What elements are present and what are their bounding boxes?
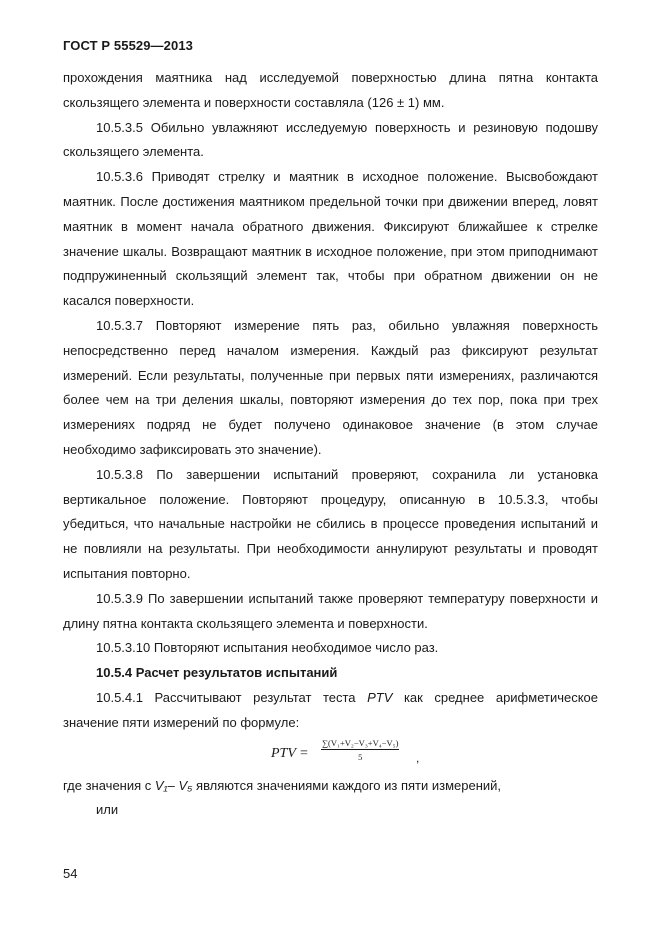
paragraph-10-5-4-1 bbox=[63, 686, 598, 736]
paragraph-10-5-3-5: 10.5.3.5 Обильно увлажняют исследуемую поверхность и резиновую подошву скользящего элемента. bbox=[63, 119, 598, 160]
page-number: 54 bbox=[63, 866, 78, 881]
formula-denominator: 5 bbox=[358, 751, 363, 762]
formula-fraction bbox=[321, 738, 399, 762]
where-v1: V₁ bbox=[154, 777, 168, 793]
formula-numerator: ∑(V₁+V₂−V₃+V₄−V₅) bbox=[321, 738, 399, 750]
standard-header: ГОСТ Р 55529—2013 bbox=[63, 38, 193, 53]
paragraph-10-5-3-9: 10.5.3.9 По завершении испытаний также проверяют температуру поверхности и длину пятна контакта скользящего элемента и поверхности. bbox=[63, 590, 598, 631]
paragraph-10-5-4-1-end: как среднее арифметическое значение пяти измерений по формуле: bbox=[63, 689, 599, 730]
paragraph-10-5-3-10: 10.5.3.10 Повторяют испытания необходимое число раз. bbox=[96, 640, 439, 656]
section-heading-10-5-4: 10.5.4 Расчет результатов испытаний bbox=[96, 665, 338, 681]
where-prefix: где значения с bbox=[63, 777, 155, 793]
formula-lhs: PTV = bbox=[271, 745, 309, 761]
ptv-formula bbox=[63, 736, 598, 774]
body-text bbox=[63, 66, 598, 823]
paragraph-10-5-3-8: 10.5.3.8 По завершении испытаний проверяют, сохранила ли установка вертикальное положение. Повторяют процедуру, описанную в 10.5.3.3, чтобы убедиться, что начальные настройки не сбились в процессе проведения испытаний и не повлияли на результаты. При необходимости аннулируют результаты и проводят испытания повторно. bbox=[63, 466, 598, 581]
paragraph-or: или bbox=[96, 802, 119, 818]
where-v5: V₅ bbox=[178, 777, 193, 793]
paragraph-continuation: прохождения маятника над исследуемой поверхностью длина пятна контакта скользящего элемента и поверхности составляла (126 ± 1) мм. bbox=[63, 70, 598, 110]
paragraph-where bbox=[63, 774, 598, 799]
paragraph-10-5-3-7: 10.5.3.7 Повторяют измерение пять раз, обильно увлажняя поверхность непосредственно перед началом измерения. Каждый раз фиксируют результат измерений. Если результаты, полученные при первых пяти измерениях, различаются более чем на три деления шкалы, повторяют измерения до тех пор, пока при трех измерениях подряд не будет получено одинаковое значение (в этом случае необходимо зафиксировать это значение). bbox=[63, 317, 598, 457]
where-dash: – bbox=[167, 777, 179, 793]
paragraph-10-5-4-1-start: 10.5.4.1 Рассчитывают результат теста bbox=[96, 689, 368, 705]
formula-comma: , bbox=[416, 750, 420, 765]
ptv-term: PTV bbox=[367, 689, 393, 705]
paragraph-10-5-3-6: 10.5.3.6 Приводят стрелку и маятник в исходное положение. Высвобождают маятник. После достижения маятником предельной точки при движении вперед, ловят маятник в момент начала обратного движения. Фиксируют ближайшее к стрелке значение шкалы. Возвращают маятник в исходное положение, при этом приподнимают подпружиненный скользящий элемент так, чтобы при обратном движении он не касался поверхности. bbox=[63, 169, 598, 309]
where-suffix: являются значениями каждого из пяти измерений, bbox=[192, 777, 502, 793]
